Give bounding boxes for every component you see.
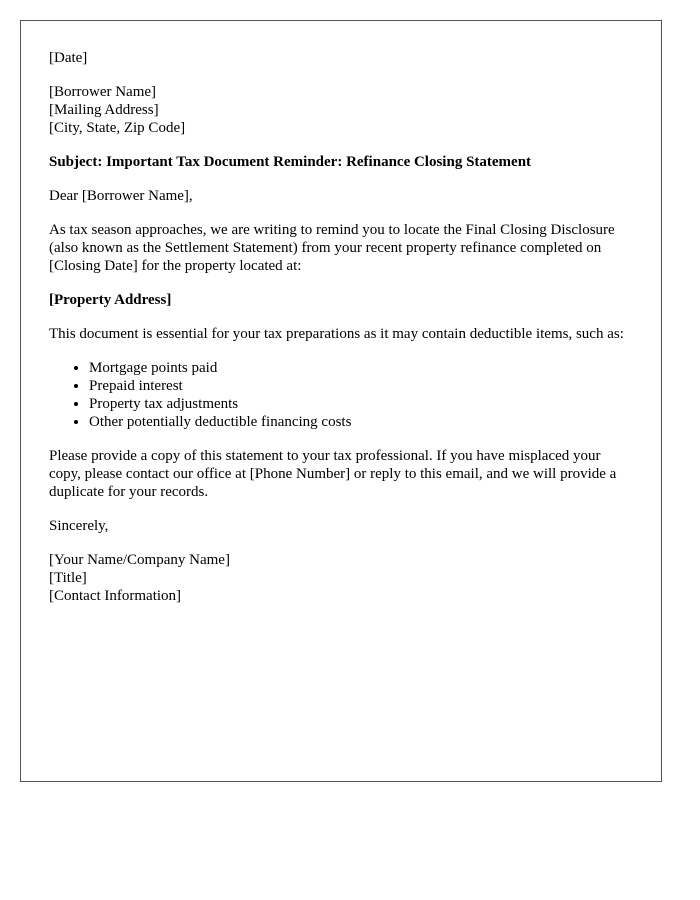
recipient-city-state-zip: [City, State, Zip Code]: [49, 120, 186, 136]
request-paragraph: Please provide a copy of this statement to your tax professional. If you have misplaced your copy, please contact our office at [Phone Number] or reply to this email, and we will provide a duplicate for your records.: [49, 448, 617, 500]
signature-contact: [Contact Information]: [49, 588, 182, 604]
recipient-name: [Borrower Name]: [49, 84, 157, 100]
list-item: • Property tax adjustments: [89, 395, 632, 413]
essential-paragraph: This document is essential for your tax preparations as it may contain deductible items, such as:: [49, 326, 624, 342]
salutation: Dear [Borrower Name],: [49, 188, 193, 204]
signature-title: [Title]: [49, 570, 87, 586]
intro-paragraph: As tax season approaches, we are writing to remind you to locate the Final Closing Disclosure (also known as the Settlement Statement) from your recent property refinance completed on [Closing Date] for the property located at:: [49, 222, 615, 274]
list-item: • Prepaid interest: [89, 377, 632, 395]
list-item: • Other potentially deductible financing costs: [89, 413, 632, 431]
list-item: • Mortgage points paid: [89, 359, 632, 377]
date: [Date]: [49, 50, 88, 66]
subject-line: Subject: Important Tax Document Reminder: Refinance Closing Statement: [49, 154, 532, 170]
closing: Sincerely,: [49, 518, 109, 534]
signature-block: [49, 551, 632, 605]
property-address: [Property Address]: [49, 292, 172, 308]
signature-name: [Your Name/Company Name]: [49, 552, 230, 568]
letter: [20, 20, 662, 782]
recipient-block: [49, 83, 632, 137]
deductible-items-list: [49, 359, 632, 431]
recipient-address: [Mailing Address]: [49, 102, 159, 118]
